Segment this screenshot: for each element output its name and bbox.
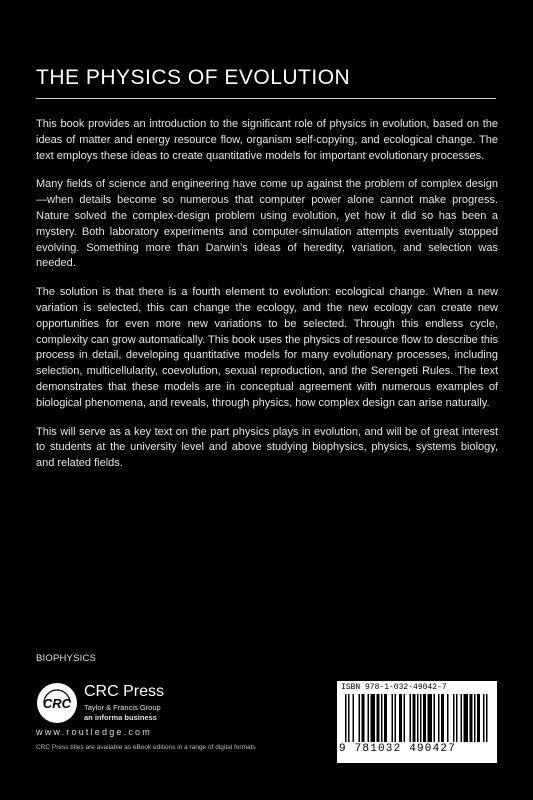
subject-category: BIOPHYSICS xyxy=(36,653,97,664)
barcode-bar xyxy=(483,694,485,742)
publisher-name: CRC Press xyxy=(84,683,165,700)
barcode-bar xyxy=(362,694,365,742)
barcode-bar xyxy=(438,694,440,742)
isbn-label: ISBN 978-1-032-49042-7 xyxy=(341,683,447,692)
barcode-bar xyxy=(353,694,355,742)
barcode-bar xyxy=(377,694,380,742)
blurb-paragraph-3: The solution is that there is a fourth element to evolution: ecological change. When a new variation is selected, this can change the ecology, and the new ecology can create new opportunities for even more new variations to be selected. Through this endless cycle, complexity can grow automatically. This book uses the physics of resource flow to describe this process in detail, developing quantitative models for many evolutionary processes, including selection, multicellularity, coevolution, sexual reproduction, and the Serengeti Rules. The text demonstrates that these models are in conceptual agreement with numerous examples of biological phenomena, and reveals, through physics, how complex design can arise naturally. xyxy=(36,286,498,409)
barcode-bar xyxy=(486,694,488,742)
barcode-bar xyxy=(474,694,476,742)
barcode-bar xyxy=(348,694,350,742)
blurb xyxy=(36,117,498,485)
barcode-bar xyxy=(441,694,444,742)
blurb-paragraph-4: This will serve as a key text on the part physics plays in evolution, and will be of great interest to students at the university level and above studying biophysics, physics, systems biology, and related fields. xyxy=(36,425,498,470)
barcode-bar xyxy=(447,694,449,742)
barcode-bar xyxy=(410,694,412,742)
barcode-bar xyxy=(420,694,422,742)
barcode-bar xyxy=(345,694,347,742)
barcode-bar xyxy=(428,694,433,742)
blurb-paragraph-2: Many fields of science and engineering have come up against the problem of complex design—when details become so numerous that computer power alone cannot make progress. Nature solved the complex-design problem using evolution, yet how it did so has been a mystery. Both laboratory experiments and computer-simulation attempts eventually stopped evolving. Something more than Darwin’s ideas of heredity, variation, and selection was needed. xyxy=(36,178,498,270)
barcode-bar xyxy=(413,694,416,742)
ean-digits: 9 781032 490427 xyxy=(339,743,457,755)
barcode-bar xyxy=(395,694,397,742)
barcode-bar xyxy=(423,694,426,742)
barcode-bar xyxy=(417,694,419,742)
barcode-bar xyxy=(453,694,455,742)
barcode-bar xyxy=(384,694,387,742)
publisher-website: www.routledge.com xyxy=(36,727,152,737)
barcode-bar xyxy=(399,694,402,742)
barcode-bar xyxy=(371,694,376,742)
barcode-bar xyxy=(381,694,383,742)
barcode-bar xyxy=(456,694,458,742)
barcode-bar xyxy=(434,694,436,742)
barcode-bars-icon xyxy=(343,694,491,744)
barcode-bar xyxy=(392,694,394,742)
book-title: THE PHYSICS OF EVOLUTION xyxy=(36,66,351,89)
title-divider xyxy=(36,98,496,99)
barcode-bar xyxy=(368,694,370,742)
blurb-paragraph-1: This book provides an introduction to the significant role of physics in evolution, based on the ideas of matter and energy resource flow, organism self-copying, and ecological change. The text employs these ideas to create quantitative models for important evolutionary processes. xyxy=(36,118,498,162)
barcode-bar xyxy=(359,694,361,742)
barcode-bar xyxy=(470,694,473,742)
publisher-informa: an informa business xyxy=(84,713,157,722)
barcode-bar xyxy=(477,694,480,742)
isbn-barcode xyxy=(337,681,497,763)
barcode-bar xyxy=(404,694,406,742)
publisher-group: Taylor & Francis Group xyxy=(84,703,161,712)
ebook-footnote: CRC Press titles are available as eBook editions in a range of digital formats xyxy=(36,744,256,751)
crc-logo-icon xyxy=(36,682,78,724)
crc-logo-text: CRC xyxy=(42,696,72,711)
barcode-bar xyxy=(461,694,463,742)
barcode-bar xyxy=(464,694,469,742)
